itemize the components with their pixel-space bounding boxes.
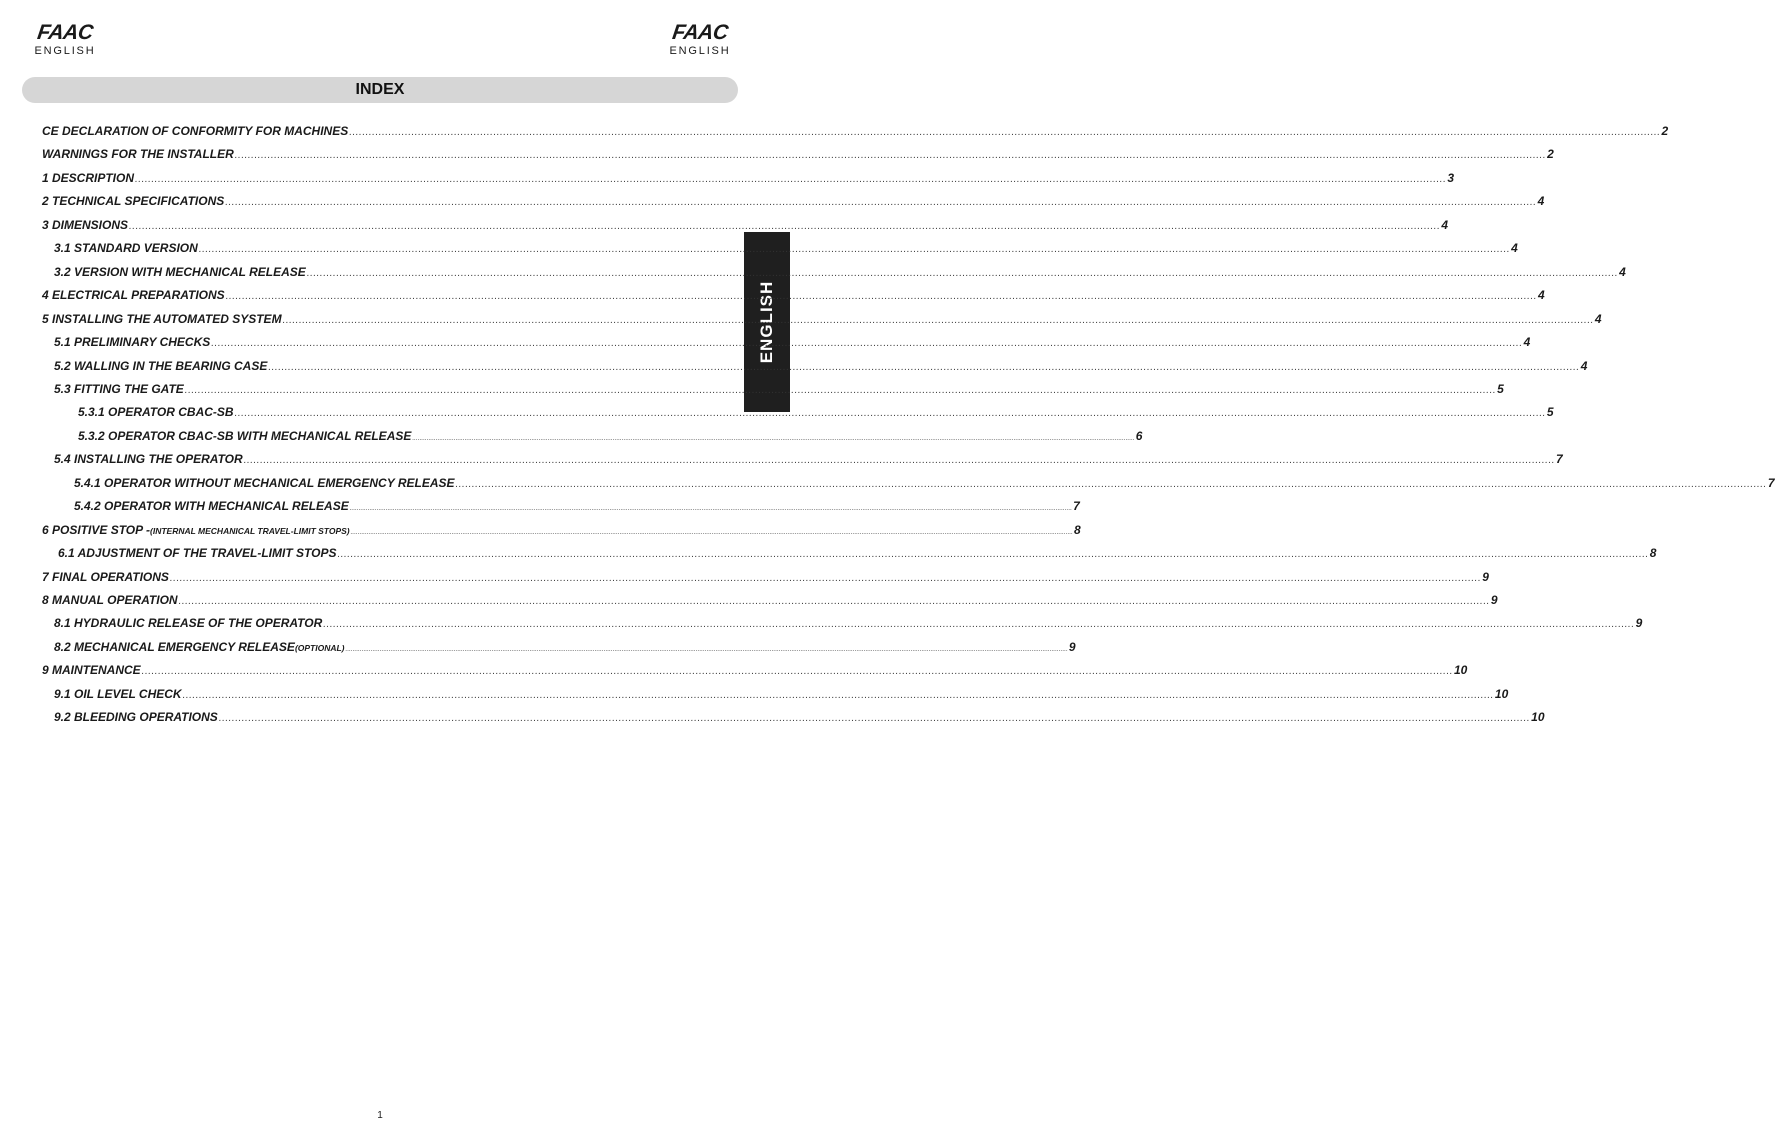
toc-entry[interactable] [42, 569, 1489, 590]
faac-logo-mark: FAAC [35, 21, 95, 44]
toc-entry-label: CE DECLARATION OF CONFORMITY FOR MACHINES [42, 124, 349, 138]
toc-dot-leader: ................................................................................................................................................................................................................................................................................................................................................................................................................ [345, 645, 1068, 653]
toc-entry-page: 9 [1490, 593, 1498, 607]
toc-entry-suffix: (OPTIONAL) [294, 642, 345, 653]
toc-entry-label: 6 POSITIVE STOP - [42, 522, 151, 537]
toc-entry[interactable] [54, 335, 1531, 355]
faac-logo-mark: FAAC [670, 21, 730, 44]
toc-dot-leader: ................................................................................................................................................................................................................................................................................................................................................................................................................ [349, 127, 1661, 138]
toc-entry[interactable] [74, 475, 1775, 496]
toc-dot-leader: ................................................................................................................................................................................................................................................................................................................................................................................................................ [225, 197, 1537, 209]
toc-entry-page: 7 [1767, 475, 1775, 490]
toc-entry[interactable] [74, 499, 1080, 519]
toc-dot-leader: ................................................................................................................................................................................................................................................................................................................................................................................................................ [234, 150, 1547, 162]
index-heading-bar [22, 77, 738, 103]
header-language-left: ENGLISH [34, 45, 96, 57]
toc-entry[interactable] [54, 686, 1509, 707]
toc-entry-page: 4 [1594, 311, 1602, 326]
toc-dot-leader: ................................................................................................................................................................................................................................................................................................................................................................................................................ [306, 267, 1619, 279]
toc-dot-leader: ................................................................................................................................................................................................................................................................................................................................................................................................................ [141, 666, 1453, 678]
toc-entry[interactable] [42, 288, 1545, 308]
toc-dot-leader: ................................................................................................................................................................................................................................................................................................................................................................................................................ [182, 689, 1494, 701]
toc-entry-page: 6 [1135, 428, 1143, 443]
toc-entry[interactable] [54, 381, 1504, 402]
toc-entry[interactable] [42, 522, 1081, 543]
toc-entry[interactable] [54, 264, 1626, 285]
toc-entry-page: 9 [1635, 616, 1643, 631]
toc-entry-page: 8 [1074, 522, 1081, 537]
toc-entry[interactable] [42, 147, 1554, 167]
toc-dot-leader: ................................................................................................................................................................................................................................................................................................................................................................................................................ [412, 434, 1135, 442]
toc-dot-leader: ................................................................................................................................................................................................................................................................................................................................................................................................................ [184, 384, 1497, 396]
toc-entry-label: 9.2 BLEEDING OPERATIONS [54, 710, 218, 725]
toc-entry-page: 10 [1531, 710, 1545, 725]
toc-dot-leader: ................................................................................................................................................................................................................................................................................................................................................................................................................ [243, 455, 1556, 467]
toc-entry-label: 2 TECHNICAL SPECIFICATIONS [42, 194, 225, 209]
toc-entry-page: 4 [1619, 264, 1626, 279]
toc-dot-leader: ................................................................................................................................................................................................................................................................................................................................................................................................................ [135, 173, 1447, 185]
toc-entry-page: 10 [1454, 663, 1468, 678]
toc-entry-page: 5 [1497, 381, 1504, 396]
toc-entry[interactable] [42, 194, 1545, 214]
toc-dot-leader: ................................................................................................................................................................................................................................................................................................................................................................................................................ [350, 528, 1073, 536]
toc-entry-page: 10 [1494, 686, 1509, 701]
toc-entry-label: 5.3 FITTING THE GATE [54, 381, 184, 396]
toc-dot-leader: ................................................................................................................................................................................................................................................................................................................................................................................................................ [282, 314, 1594, 326]
toc-entry[interactable] [54, 358, 1588, 379]
toc-entry-page: 4 [1441, 217, 1449, 232]
toc-entry-label: 5.1 PRELIMINARY CHECKS [54, 335, 211, 350]
toc-entry-page: 4 [1580, 358, 1588, 373]
toc-entry-page: 9 [1068, 639, 1076, 654]
faac-logo-right [650, 22, 750, 58]
toc-entry-label: 5.4.2 OPERATOR WITH MECHANICAL RELEASE [74, 499, 349, 514]
toc-entry[interactable] [42, 170, 1455, 191]
toc-entry-label: 5.4 INSTALLING THE OPERATOR [54, 452, 243, 467]
toc-entry-label: 3.2 VERSION WITH MECHANICAL RELEASE [54, 264, 306, 279]
toc-dot-leader: ................................................................................................................................................................................................................................................................................................................................................................................................................ [198, 244, 1511, 256]
toc-entry[interactable] [54, 616, 1643, 636]
page-number: 1 [377, 1110, 383, 1121]
toc-entry-label: 5.4.1 OPERATOR WITHOUT MECHANICAL EMERGENCY RELEASE [74, 475, 455, 490]
toc-entry[interactable] [78, 405, 1554, 425]
toc-dot-leader: ................................................................................................................................................................................................................................................................................................................................................................................................................ [225, 291, 1538, 303]
toc-entry-page: 5 [1546, 405, 1554, 420]
index-title: INDEX [355, 81, 405, 98]
toc-entry[interactable] [42, 124, 1669, 144]
toc-entry-page: 2 [1661, 124, 1669, 138]
toc-entry-label: 9 MAINTENANCE [42, 663, 141, 678]
side-tab-label: ENGLISH [757, 280, 776, 364]
toc-dot-leader: ................................................................................................................................................................................................................................................................................................................................................................................................................ [129, 220, 1441, 232]
toc-entry-label: 5.2 WALLING IN THE BEARING CASE [54, 358, 268, 373]
toc-entry-label: 9.1 OIL LEVEL CHECK [54, 686, 182, 701]
toc-entry-page: 3 [1447, 170, 1455, 185]
toc-entry-label: 8 MANUAL OPERATION [42, 593, 178, 607]
toc-entry-page: 9 [1482, 569, 1489, 584]
toc-entry[interactable] [78, 428, 1143, 449]
toc-dot-leader: ................................................................................................................................................................................................................................................................................................................................................................................................................ [178, 596, 1490, 607]
toc-entry-label: 5.3.2 OPERATOR CBAC-SB WITH MECHANICAL RELEASE [78, 428, 412, 443]
toc-dot-leader: ................................................................................................................................................................................................................................................................................................................................................................................................................ [349, 505, 1073, 513]
toc-dot-leader: ................................................................................................................................................................................................................................................................................................................................................................................................................ [455, 478, 1767, 490]
toc-entry[interactable] [42, 311, 1602, 332]
toc-entry-label: 6.1 ADJUSTMENT OF THE TRAVEL-LIMIT STOPS [58, 546, 337, 561]
toc-entry[interactable] [54, 241, 1518, 261]
toc-entry-label: 1 DESCRIPTION [42, 170, 135, 185]
toc-dot-leader: ................................................................................................................................................................................................................................................................................................................................................................................................................ [337, 549, 1649, 561]
toc-entry-page: 4 [1523, 335, 1531, 350]
toc-entry-page: 4 [1511, 241, 1518, 256]
toc-entry[interactable] [58, 546, 1657, 566]
toc-entry[interactable] [42, 593, 1498, 613]
toc-dot-leader: ................................................................................................................................................................................................................................................................................................................................................................................................................ [218, 713, 1531, 725]
toc-dot-leader: ................................................................................................................................................................................................................................................................................................................................................................................................................ [234, 408, 1546, 420]
toc-entry-label: 5.3.1 OPERATOR CBAC-SB [78, 405, 234, 420]
toc-entry-suffix: (INTERNAL MECHANICAL TRAVEL-LIMIT STOPS) [150, 525, 350, 536]
toc-entry-page: 4 [1538, 288, 1545, 303]
toc-entry-page: 8 [1649, 546, 1657, 561]
toc-entry-page: 2 [1547, 147, 1554, 162]
toc-entry[interactable] [54, 639, 1076, 660]
toc-entry-label: 5 INSTALLING THE AUTOMATED SYSTEM [42, 311, 282, 326]
toc-entry-label: 8.1 HYDRAULIC RELEASE OF THE OPERATOR [54, 616, 323, 631]
toc-dot-leader: ................................................................................................................................................................................................................................................................................................................................................................................................................ [268, 361, 1580, 373]
toc-entry[interactable] [42, 663, 1468, 683]
toc-entry-label: 7 FINAL OPERATIONS [42, 569, 169, 584]
toc-entry-label: 4 ELECTRICAL PREPARATIONS [42, 288, 225, 303]
toc-entry-label: WARNINGS FOR THE INSTALLER [42, 147, 234, 162]
toc-dot-leader: ................................................................................................................................................................................................................................................................................................................................................................................................................ [211, 338, 1523, 350]
header-language-right: ENGLISH [669, 45, 731, 57]
toc-entry-label: 3.1 STANDARD VERSION [54, 241, 198, 256]
toc-entry-page: 7 [1556, 452, 1563, 467]
toc-entry-page: 7 [1073, 499, 1080, 514]
toc-entry[interactable] [42, 217, 1449, 238]
toc-dot-leader: ................................................................................................................................................................................................................................................................................................................................................................................................................ [323, 619, 1635, 631]
toc-entry[interactable] [54, 710, 1545, 730]
toc-entry-page: 4 [1537, 194, 1545, 209]
toc-dot-leader: ................................................................................................................................................................................................................................................................................................................................................................................................................ [169, 572, 1482, 584]
toc-entry[interactable] [54, 452, 1563, 472]
toc-entry-label: 8.2 MECHANICAL EMERGENCY RELEASE [54, 639, 295, 654]
toc-entry-label: 3 DIMENSIONS [42, 217, 129, 232]
faac-logo-left [15, 22, 115, 58]
